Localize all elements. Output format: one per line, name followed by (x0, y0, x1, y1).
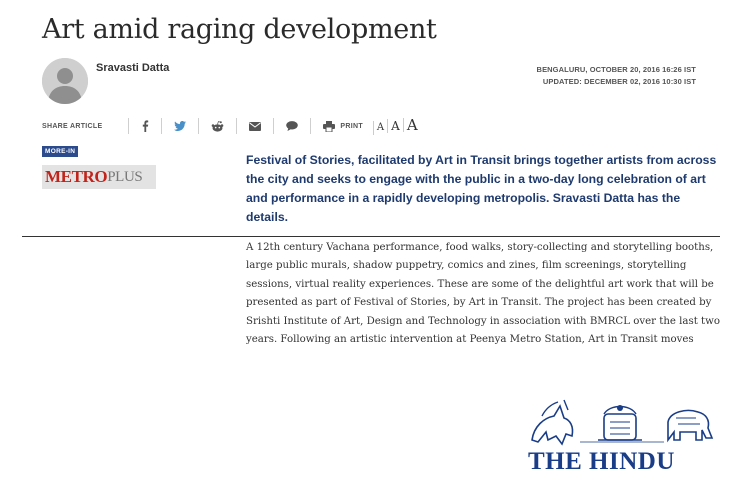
author-avatar[interactable] (42, 58, 88, 104)
article-body: A 12th century Vachana performance, food walks, story-collecting and storytelling booths, large public murals, shadow puppetry, comics and zines, film screenings, storytelling sessions, virtual reality experiences. These are some of the delightful art work that will be presented as part of Festival of Stories, by Art in Transit. The project has been created by Srishti Institute of Art, Design and Technology in association with BMRCL over the last two years. Following an artistic intervention at Peenya Metro Station, Art in Transit moves (246, 242, 720, 346)
facebook-icon (141, 120, 149, 132)
divider (161, 118, 162, 134)
print-button[interactable] (323, 121, 363, 132)
the-hindu-masthead (520, 396, 726, 480)
twitter-share-button[interactable] (174, 121, 186, 131)
updated-date: UPDATED: DECEMBER 02, 2016 10:30 IST (542, 77, 696, 86)
divider (273, 118, 274, 134)
section-divider (22, 236, 720, 237)
print-label: PRINT (340, 122, 363, 130)
reddit-icon (211, 121, 224, 132)
metroplus-logo-part2: PLUS (107, 168, 143, 185)
reddit-share-button[interactable] (211, 121, 224, 132)
more-in-badge: MORE-IN (42, 146, 78, 157)
divider (310, 118, 311, 134)
comment-icon (286, 121, 298, 131)
print-icon (323, 121, 335, 132)
email-share-button[interactable] (249, 122, 261, 131)
share-bar (42, 114, 421, 138)
article-headline: Art amid raging development (42, 14, 437, 45)
masthead-title: THE HINDU (528, 448, 675, 475)
divider (128, 118, 129, 134)
facebook-share-button[interactable] (141, 120, 149, 132)
article-standfirst: Festival of Stories, facilitated by Art in Transit brings together artists from across the city and seeks to engage with the public in a two-day long celebration of art and performance in a rapidly developing metropolis. Sravasti Datta has the details. (246, 153, 717, 224)
masthead-emblem-icon (520, 396, 726, 452)
font-size-large-button[interactable]: A (403, 118, 421, 132)
share-article-label: SHARE ARTICLE (42, 122, 103, 130)
avatar-placeholder-icon (42, 58, 88, 104)
author-name[interactable]: Sravasti Datta (96, 62, 170, 74)
font-size-small-button[interactable]: A (373, 121, 387, 135)
font-size-medium-button[interactable]: A (387, 119, 403, 133)
dateline (537, 64, 696, 88)
font-size-controls (373, 115, 421, 135)
published-date: BENGALURU, OCTOBER 20, 2016 16:26 IST (536, 65, 696, 74)
twitter-icon (174, 121, 186, 131)
divider (198, 118, 199, 134)
comments-button[interactable] (286, 121, 298, 131)
metroplus-logo-part1: METRO (45, 167, 108, 186)
metroplus-section-link[interactable] (42, 165, 156, 189)
divider (236, 118, 237, 134)
email-icon (249, 122, 261, 131)
